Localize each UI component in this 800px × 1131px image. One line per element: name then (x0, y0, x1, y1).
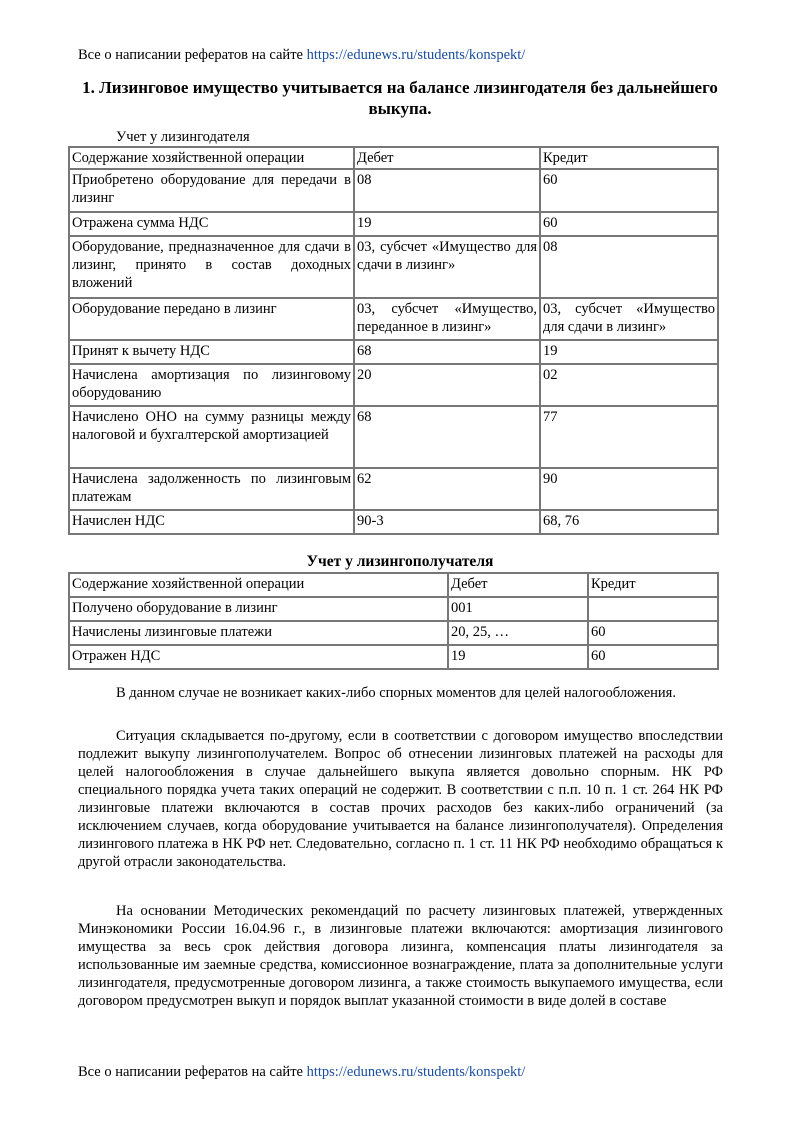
operation-cell: Начислена амортизация по лизинговому оборудованию (69, 364, 354, 406)
debit-cell: 90-3 (354, 510, 540, 534)
header-cell: Содержание хозяйственной операции (69, 147, 354, 169)
credit-cell: 60 (588, 621, 718, 645)
credit-cell: 03, субсчет «Имущество для сдачи в лизинг» (540, 298, 718, 340)
debit-cell: 68 (354, 406, 540, 468)
debit-cell: 62 (354, 468, 540, 510)
credit-cell (588, 597, 718, 621)
operation-cell: Начислена задолженность по лизинговым платежам (69, 468, 354, 510)
credit-cell: 60 (540, 169, 718, 212)
page-footer (78, 1064, 525, 1081)
table-row (69, 236, 718, 298)
debit-cell: 19 (354, 212, 540, 236)
table-header-row (69, 573, 718, 597)
table-row (69, 212, 718, 236)
table-row (69, 510, 718, 534)
credit-cell: 77 (540, 406, 718, 468)
table-row (69, 621, 718, 645)
table-row (69, 169, 718, 212)
header-cell: Содержание хозяйственной операции (69, 573, 448, 597)
debit-cell: 20, 25, … (448, 621, 588, 645)
table-row (69, 298, 718, 340)
footer-text: Все о написании рефератов на сайте (78, 1064, 307, 1080)
credit-cell: 19 (540, 340, 718, 364)
lessee-accounting-table (68, 572, 719, 670)
section-title: 1. Лизинговое имущество учитывается на балансе лизингодателя без дальнейшего выкупа. (82, 78, 718, 118)
paragraph: На основании Методических рекомендаций по расчету лизинговых платежей, утвержденных Минэкономики России 16.04.96 г., в лизинговые платежи включаются: амортизация лизингового имущества за весь срок действия договора лизинга, компенсация платы лизингодателя за использованные им заемные средства, комиссионное вознаграждение, плата за дополнительные услуги лизингодателя, предусмотренные договором лизинга, а также стоимость выкупаемого имущества, если договором предусмотрен выкуп и порядок выплат указанной стоимости в виде долей в составе (78, 903, 723, 1009)
header-cell: Дебет (448, 573, 588, 597)
header-cell: Кредит (588, 573, 718, 597)
debit-cell: 03, субсчет «Имущество для сдачи в лизинг» (354, 236, 540, 298)
lessor-accounting-table (68, 146, 719, 535)
operation-cell: Получено оборудование в лизинг (69, 597, 448, 621)
footer-link[interactable]: https://edunews.ru/students/konspekt/ (306, 1064, 526, 1080)
table-row (69, 645, 718, 669)
debit-cell: 03, субсчет «Имущество, переданное в лизинг» (354, 298, 540, 340)
credit-cell: 68, 76 (540, 510, 718, 534)
operation-cell: Отражена сумма НДС (69, 212, 354, 236)
credit-cell: 60 (540, 212, 718, 236)
header-cell: Дебет (354, 147, 540, 169)
credit-cell: 08 (540, 236, 718, 298)
operation-cell: Отражен НДС (69, 645, 448, 669)
paragraph: Ситуация складывается по-другому, если в соответствии с договором имущество впоследствии подлежит выкупу лизингополучателем. Вопрос об отнесении лизинговых платежей на расходы для целей налогообложения в случае дальнейшего выкупа является довольно спорным. НК РФ специального порядка учета таких операций не содержит. В соответствии с п.п. 10 п. 1 ст. 264 НК РФ лизинговые платежи включаются в состав прочих расходов без каких-либо ограничений (за исключением случаев, когда оборудование учитывается на балансе лизингополучателя). Определения лизингового платежа в НК РФ нет. Следовательно, согласно п. 1 ст. 11 НК РФ необходимо обращаться к другой отрасли законодательства. (78, 728, 723, 870)
table-row (69, 468, 718, 510)
debit-cell: 08 (354, 169, 540, 212)
table2-caption: Учет у лизингополучателя (306, 553, 494, 570)
table-header-row (69, 147, 718, 169)
debit-cell: 19 (448, 645, 588, 669)
table1-caption: Учет у лизингодателя (116, 129, 250, 145)
header-link[interactable]: https://edunews.ru/students/konspekt/ (306, 47, 526, 63)
operation-cell: Начислено ОНО на сумму разницы между налоговой и бухгалтерской амортизацией (69, 406, 354, 468)
operation-cell: Приобретено оборудование для передачи в лизинг (69, 169, 354, 212)
credit-cell: 90 (540, 468, 718, 510)
debit-cell: 20 (354, 364, 540, 406)
operation-cell: Оборудование, предназначенное для сдачи в лизинг, принято в состав доходных вложений (69, 236, 354, 298)
operation-cell: Начислен НДС (69, 510, 354, 534)
paragraph: В данном случае не возникает каких-либо спорных моментов для целей налогообложения. (116, 685, 676, 701)
page-header (78, 47, 525, 64)
operation-cell: Начислены лизинговые платежи (69, 621, 448, 645)
credit-cell: 02 (540, 364, 718, 406)
table-row (69, 597, 718, 621)
operation-cell: Оборудование передано в лизинг (69, 298, 354, 340)
table-row (69, 340, 718, 364)
header-text: Все о написании рефератов на сайте (78, 47, 307, 63)
debit-cell: 001 (448, 597, 588, 621)
credit-cell: 60 (588, 645, 718, 669)
header-cell: Кредит (540, 147, 718, 169)
table-row (69, 406, 718, 468)
operation-cell: Принят к вычету НДС (69, 340, 354, 364)
debit-cell: 68 (354, 340, 540, 364)
table-row (69, 364, 718, 406)
